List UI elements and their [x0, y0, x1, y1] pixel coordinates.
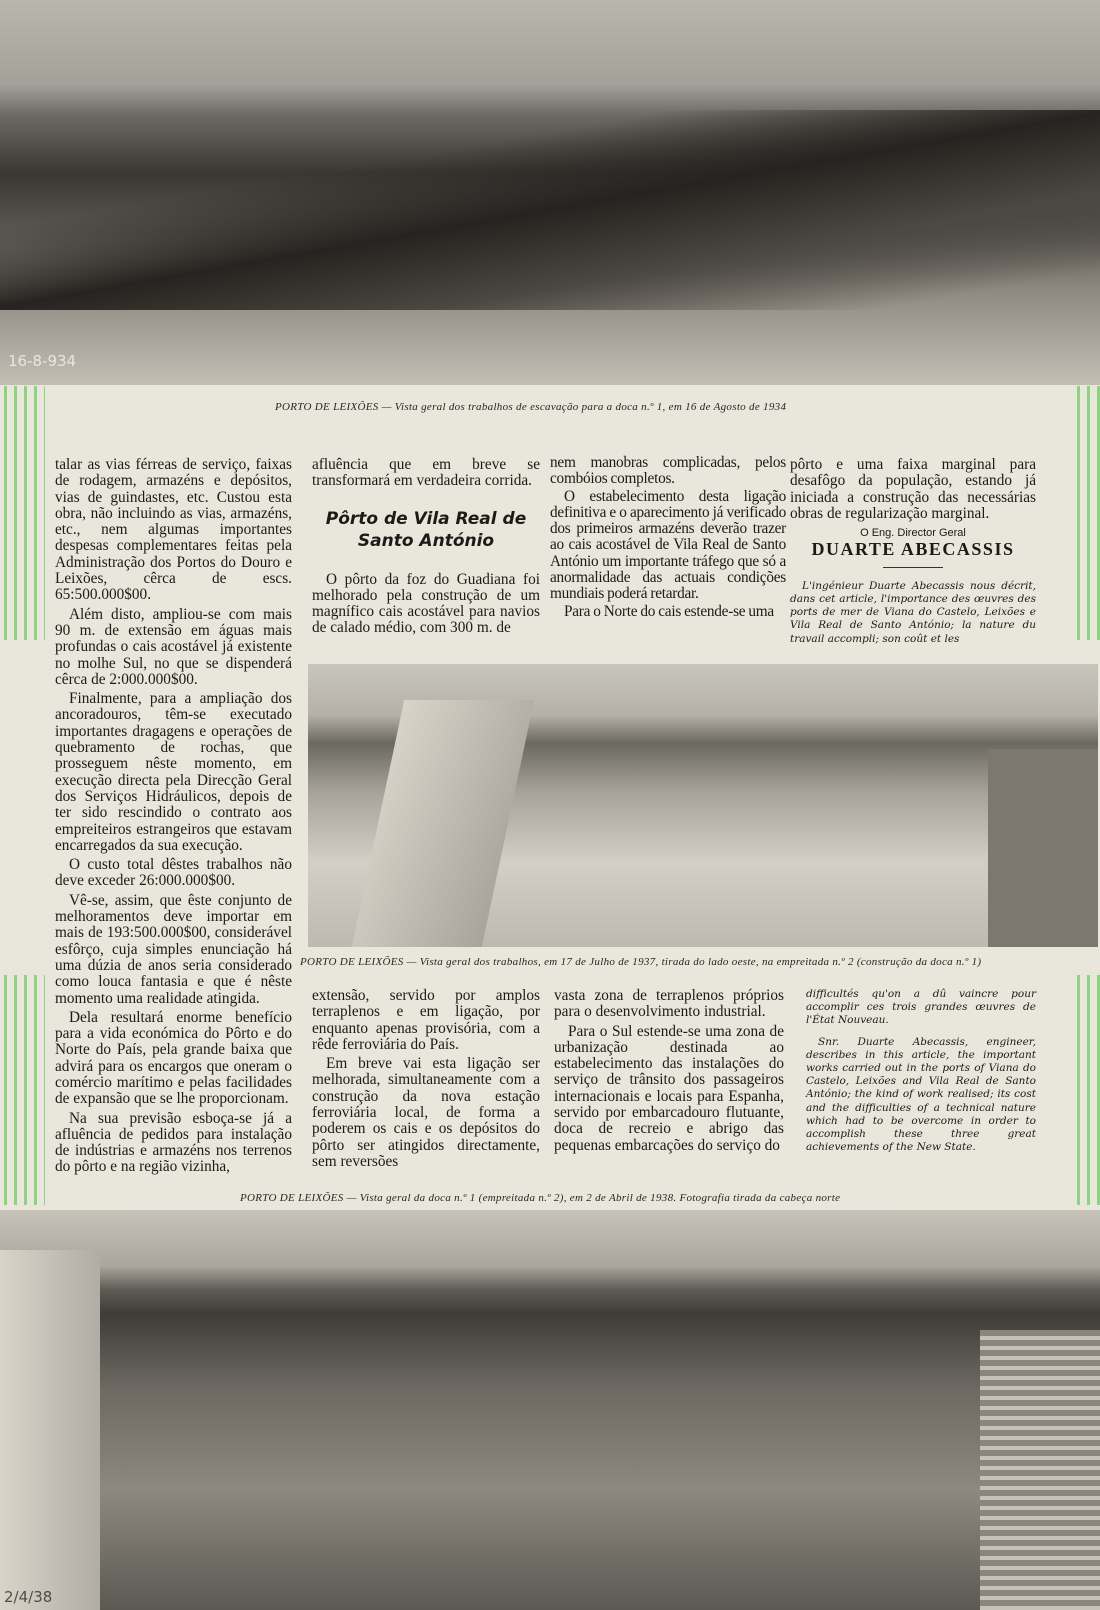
article-column-1: [55, 457, 292, 1179]
article-column-3-top: [550, 455, 786, 621]
article-column-4-top: [790, 457, 1036, 654]
french-summary-continued: difficultés qu'on a dû vaincre pour accomplir ces trois grandes œuvres de l'État Nouveau.: [806, 988, 1036, 1027]
paragraph: Finalmente, para a ampliação dos ancoradouros, têm-se executado importantes dragagens e operações de quebramento de rochas, que prosseguem nêste momento, em execução directa pela Direcção Geral dos Serviços Hidráulicos, depois de ter sido rescindido o contrato aos empreiteiros estrangeiros que estavam encarregados da sua execução.: [55, 690, 292, 854]
decorative-border-right-bottom: [1073, 975, 1100, 1205]
article-column-4-bottom: [806, 988, 1036, 1162]
divider: [883, 567, 943, 568]
paragraph: vasta zona de terraplenos próprios para o desenvolvimento industrial.: [554, 987, 784, 1021]
paragraph: O pôrto da foz do Guadiana foi melhorado pela construção de um magnífico cais acostável para navios de calado médio, com 300 m. de: [312, 570, 540, 637]
english-summary: Snr. Duarte Abecassis, engineer, describes in this article, the important works carried out in the ports of Viana do Castelo, Leixões and Vila Real de Santo António; the kind of work realised; its cost and the difficulties of a technical nature which had to be overcome in order to accomplish these three great achievements of the New State.: [806, 1035, 1036, 1154]
article-column-3-bottom: [554, 988, 784, 1157]
french-summary: L'ingénieur Duarte Abecassis nous décrit, dans cet article, l'importance des œuvres des ports de mer de Viana do Castelo, Leixões e Vila Real de Santo António; la nature du travail accompli; son coût et les: [790, 579, 1036, 645]
paragraph: O custo total dêstes trabalhos não deve exceder 26:000.000$00.: [55, 856, 292, 890]
paragraph: Dela resultará enorme benefício para a vida económica do Pôrto e do Norte do País, pela grande baixa que advirá para os encargos que oneram o comércio marítimo e pelas facilidades de expansão que se lhe proporcionam.: [55, 1008, 292, 1108]
paragraph: Para o Sul estende-se uma zona de urbanização destinada ao estabelecimento das instalações do serviço de trânsito dos passageiros internacionais e locais para Espanha, servido por embarcadouro flutuante, doca de recreio e abrigo das pequenas embarcações do serviço do: [554, 1022, 784, 1154]
paragraph: nem manobras complicadas, pelos combóios completos.: [550, 454, 786, 488]
photo-excavation-1934: [0, 0, 1100, 385]
paragraph: O estabelecimento desta ligação definitiva e o aparecimento já verificado dos primeiros armazéns deverão trazer ao cais acostável de Vila Real de Santo António um importante tráfego que só a anormalidade das actuais condições mundiais poderá retardar.: [550, 487, 786, 603]
decorative-border-right-top: [1073, 386, 1100, 640]
paragraph: Para o Norte do cais estende-se uma: [564, 602, 774, 620]
article-column-2-bottom: [312, 988, 540, 1173]
decorative-border-left-bottom: [0, 975, 45, 1205]
paragraph: pôrto e uma faixa marginal para desafôgo da população, estando já iniciada a construção das necessárias obras de regularização marginal.: [790, 456, 1036, 522]
section-heading: Pôrto de Vila Real de Santo António: [325, 508, 527, 551]
caption-top-photo: PORTO DE LEIXÕES — Vista geral dos trabalhos de escavação para a doca n.º 1, em 16 de Agosto de 1934: [275, 401, 787, 413]
photo-dock-1938: [0, 1210, 1100, 1610]
handwritten-date: 2/4/38: [4, 1588, 53, 1606]
caption-middle-photo: PORTO DE LEIXÕES — Vista geral dos trabalhos, em 17 de Julho de 1937, tirada do lado oeste, na empreitada n.º 2 (construção da doca n.º 1): [300, 956, 982, 968]
paragraph: Vê-se, assim, que êste conjunto de melhoramentos deve importar em mais de 193:500.000$00, considerável esfôrço, cuja simples enunciação há uma dúzia de anos seria considerado como louca fantasia e que é nêste momento uma realidade atingida.: [55, 891, 292, 1007]
article-column-2-top: [312, 457, 540, 640]
photo-works-1937: [308, 664, 1098, 947]
caption-bottom-photo: PORTO DE LEIXÕES — Vista geral da doca n.º 1 (empreitada n.º 2), em 2 de Abril de 1938. Fotografia tirada da cabeça norte: [240, 1192, 841, 1204]
signature-title: O Eng. Director Geral: [860, 527, 966, 540]
paragraph: Em breve vai esta ligação ser melhorada, simultaneamente com a construção da nova estação ferroviária local, de forma a poderem os cais e os depósitos do pôrto ser atingidos directamente, sem reversões: [312, 1055, 540, 1170]
paragraph: extensão, servido por amplos terraplenos e em ligação, por enquanto apenas provisória, com a rêde ferroviária do País.: [312, 987, 540, 1053]
signature-name: DUARTE ABECASSIS: [811, 539, 1015, 560]
paragraph: Na sua previsão esboça-se já a afluência de pedidos para instalação de indústrias e armazéns nos terrenos do pôrto e na região vizinha,: [55, 1109, 292, 1176]
paragraph: afluência que em breve se transformará em verdadeira corrida.: [312, 456, 540, 490]
paragraph: talar as vias férreas de serviço, faixas de rodagem, armazéns e depósitos, vias de guindastes, etc. Custou esta obra, não incluindo as vias, armazéns, etc., nem algumas importantes despesas complementares feitas pela Administração dos Portos do Douro e Leixões, cêrca de escs. 65:500.000$00.: [55, 456, 292, 604]
paragraph: Além disto, ampliou-se com mais 90 m. de extensão em águas mais profundas o cais acostável já existente no molhe Sul, no que se dispenderá cêrca de 2:000.000$00.: [55, 605, 292, 688]
handwritten-date: 16-8-934: [8, 352, 77, 370]
decorative-border-left-top: [0, 386, 45, 640]
